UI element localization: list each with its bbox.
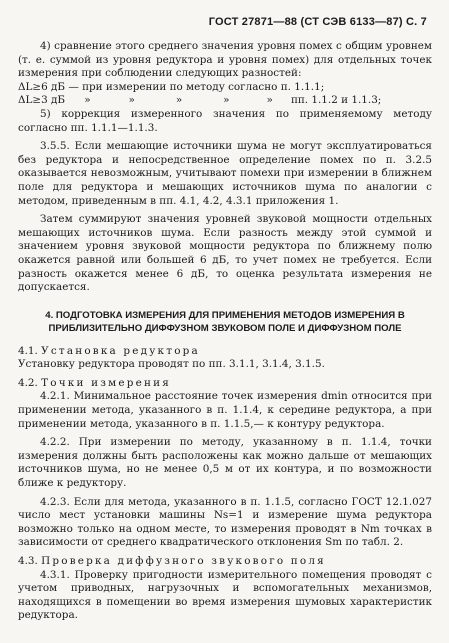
inequality-1-lhs: ΔL≥6 дБ xyxy=(18,80,66,93)
ditto-mark: » xyxy=(223,94,230,107)
inequality-2-rhs: пп. 1.1.2 и 1.1.3; xyxy=(290,94,382,107)
clause-4-2-3-paragraph: 4.2.3. Если для метода, указанного в п. 1.1.5, согласно ГОСТ 12.1.027 число мест установки машины Ns=1 и измерение шума редуктора возможно только на одном месте, то измерения проводят в Nm точках в зависимости от среднего квадратического отклонения Sm по табл. 2. xyxy=(18,495,432,549)
clause-4-3-1-paragraph: 4.3.1. Проверку пригодности измерительного помещения проводят с учетом приводных, нагрузочных и вспомогательных механизмов, находящихся в помещении во время измерения шумовых характеристик редуктора. xyxy=(18,568,432,622)
clause-4-1-paragraph: Установку редуктора проводят по пп. 3.1.1, 3.1.4, 3.1.5. xyxy=(18,358,325,371)
page-header: ГОСТ 27871—88 (СТ СЭВ 6133—87) С. 7 xyxy=(208,16,427,28)
item-5-paragraph: 5) коррекция измеренного значения по применяемому методу согласно пп. 1.1.1—1.1.3. xyxy=(18,107,432,134)
subsection-number: 4.1. xyxy=(18,344,38,357)
document-body xyxy=(18,40,432,623)
inequality-line-1 xyxy=(18,81,432,95)
subsection-4-2-heading xyxy=(18,377,432,391)
subsection-number: 4.3. xyxy=(18,555,38,567)
subsection-4-1-heading xyxy=(18,345,432,359)
subsection-4-3-heading xyxy=(18,555,432,569)
summation-paragraph: Затем суммируют значения уровней звуковой мощности отдельных мешающих источников шума. Если разность между этой суммой и значением уровня звуковой мощности редуктора по ближнему полю окажется равной или большей 6 дБ, то учет помех не требуется. Если разность окажется менее 6 дБ, то оценка результата измерения не допускается. xyxy=(18,213,432,294)
clause-3-5-5-paragraph: 3.5.5. Если мешающие источники шума не могут эксплуатироваться без редуктора и непосредственное определение помех по п. 3.2.5 оказывается невозможным, учитывают помехи при измерении в ближнем поле для редуктора и мешающих источников шума по аналогии с методом, приведенным в пп. 4.1, 4.2, 4.3.1 приложения 1. xyxy=(18,140,432,207)
ditto-mark: » xyxy=(175,94,183,107)
inequality-line-2 xyxy=(18,94,432,108)
inequality-1-rhs: — при измерении по методу согласно п. 1.1.1; xyxy=(68,80,325,93)
ditto-mark: » xyxy=(84,94,91,107)
subsection-title: Проверка диффузного звукового поля xyxy=(41,555,326,567)
inequality-2-lhs: ΔL≥3 дБ xyxy=(18,94,66,107)
item-4-paragraph: 4) сравнение этого среднего значения уровня помех с общим уровнем (т. е. суммой из уровня редуктора и уровня помех) для отдельных точек измерения при соблюдении следующих разностей: xyxy=(18,40,432,80)
ditto-mark: » xyxy=(128,94,135,107)
subsection-number: 4.2. xyxy=(18,376,38,389)
section-4-heading: 4. ПОДГОТОВКА ИЗМЕРЕНИЯ ДЛЯ ПРИМЕНЕНИЯ МЕТОДОВ ИЗМЕРЕНИЯ В ПРИБЛИЗИТЕЛЬНО ДИФФУЗНОМ ЗВУКОВОМ ПОЛЕ И ДИФФУЗНОМ ПОЛЕ xyxy=(45,309,405,334)
ditto-mark: » xyxy=(266,94,273,107)
clause-4-2-1-paragraph: 4.2.1. Минимальное расстояние точек измерения dmin относится при применении метода, указанного в п. 1.1.4, к середине редуктора, а при применении метода, указанного в п. 1.1.5,— к контуру редуктора. xyxy=(18,390,432,430)
subsection-title: Точки измерения xyxy=(41,376,171,389)
subsection-title: Установка редуктора xyxy=(41,344,200,357)
clause-4-2-2-paragraph: 4.2.2. При измерении по методу, указанному в п. 1.1.4, точки измерения должны быть расположены как можно дальше от мешающих источников шума, но не менее 0,5 м от их контура, и по возможности ближе к редуктору. xyxy=(18,436,432,490)
